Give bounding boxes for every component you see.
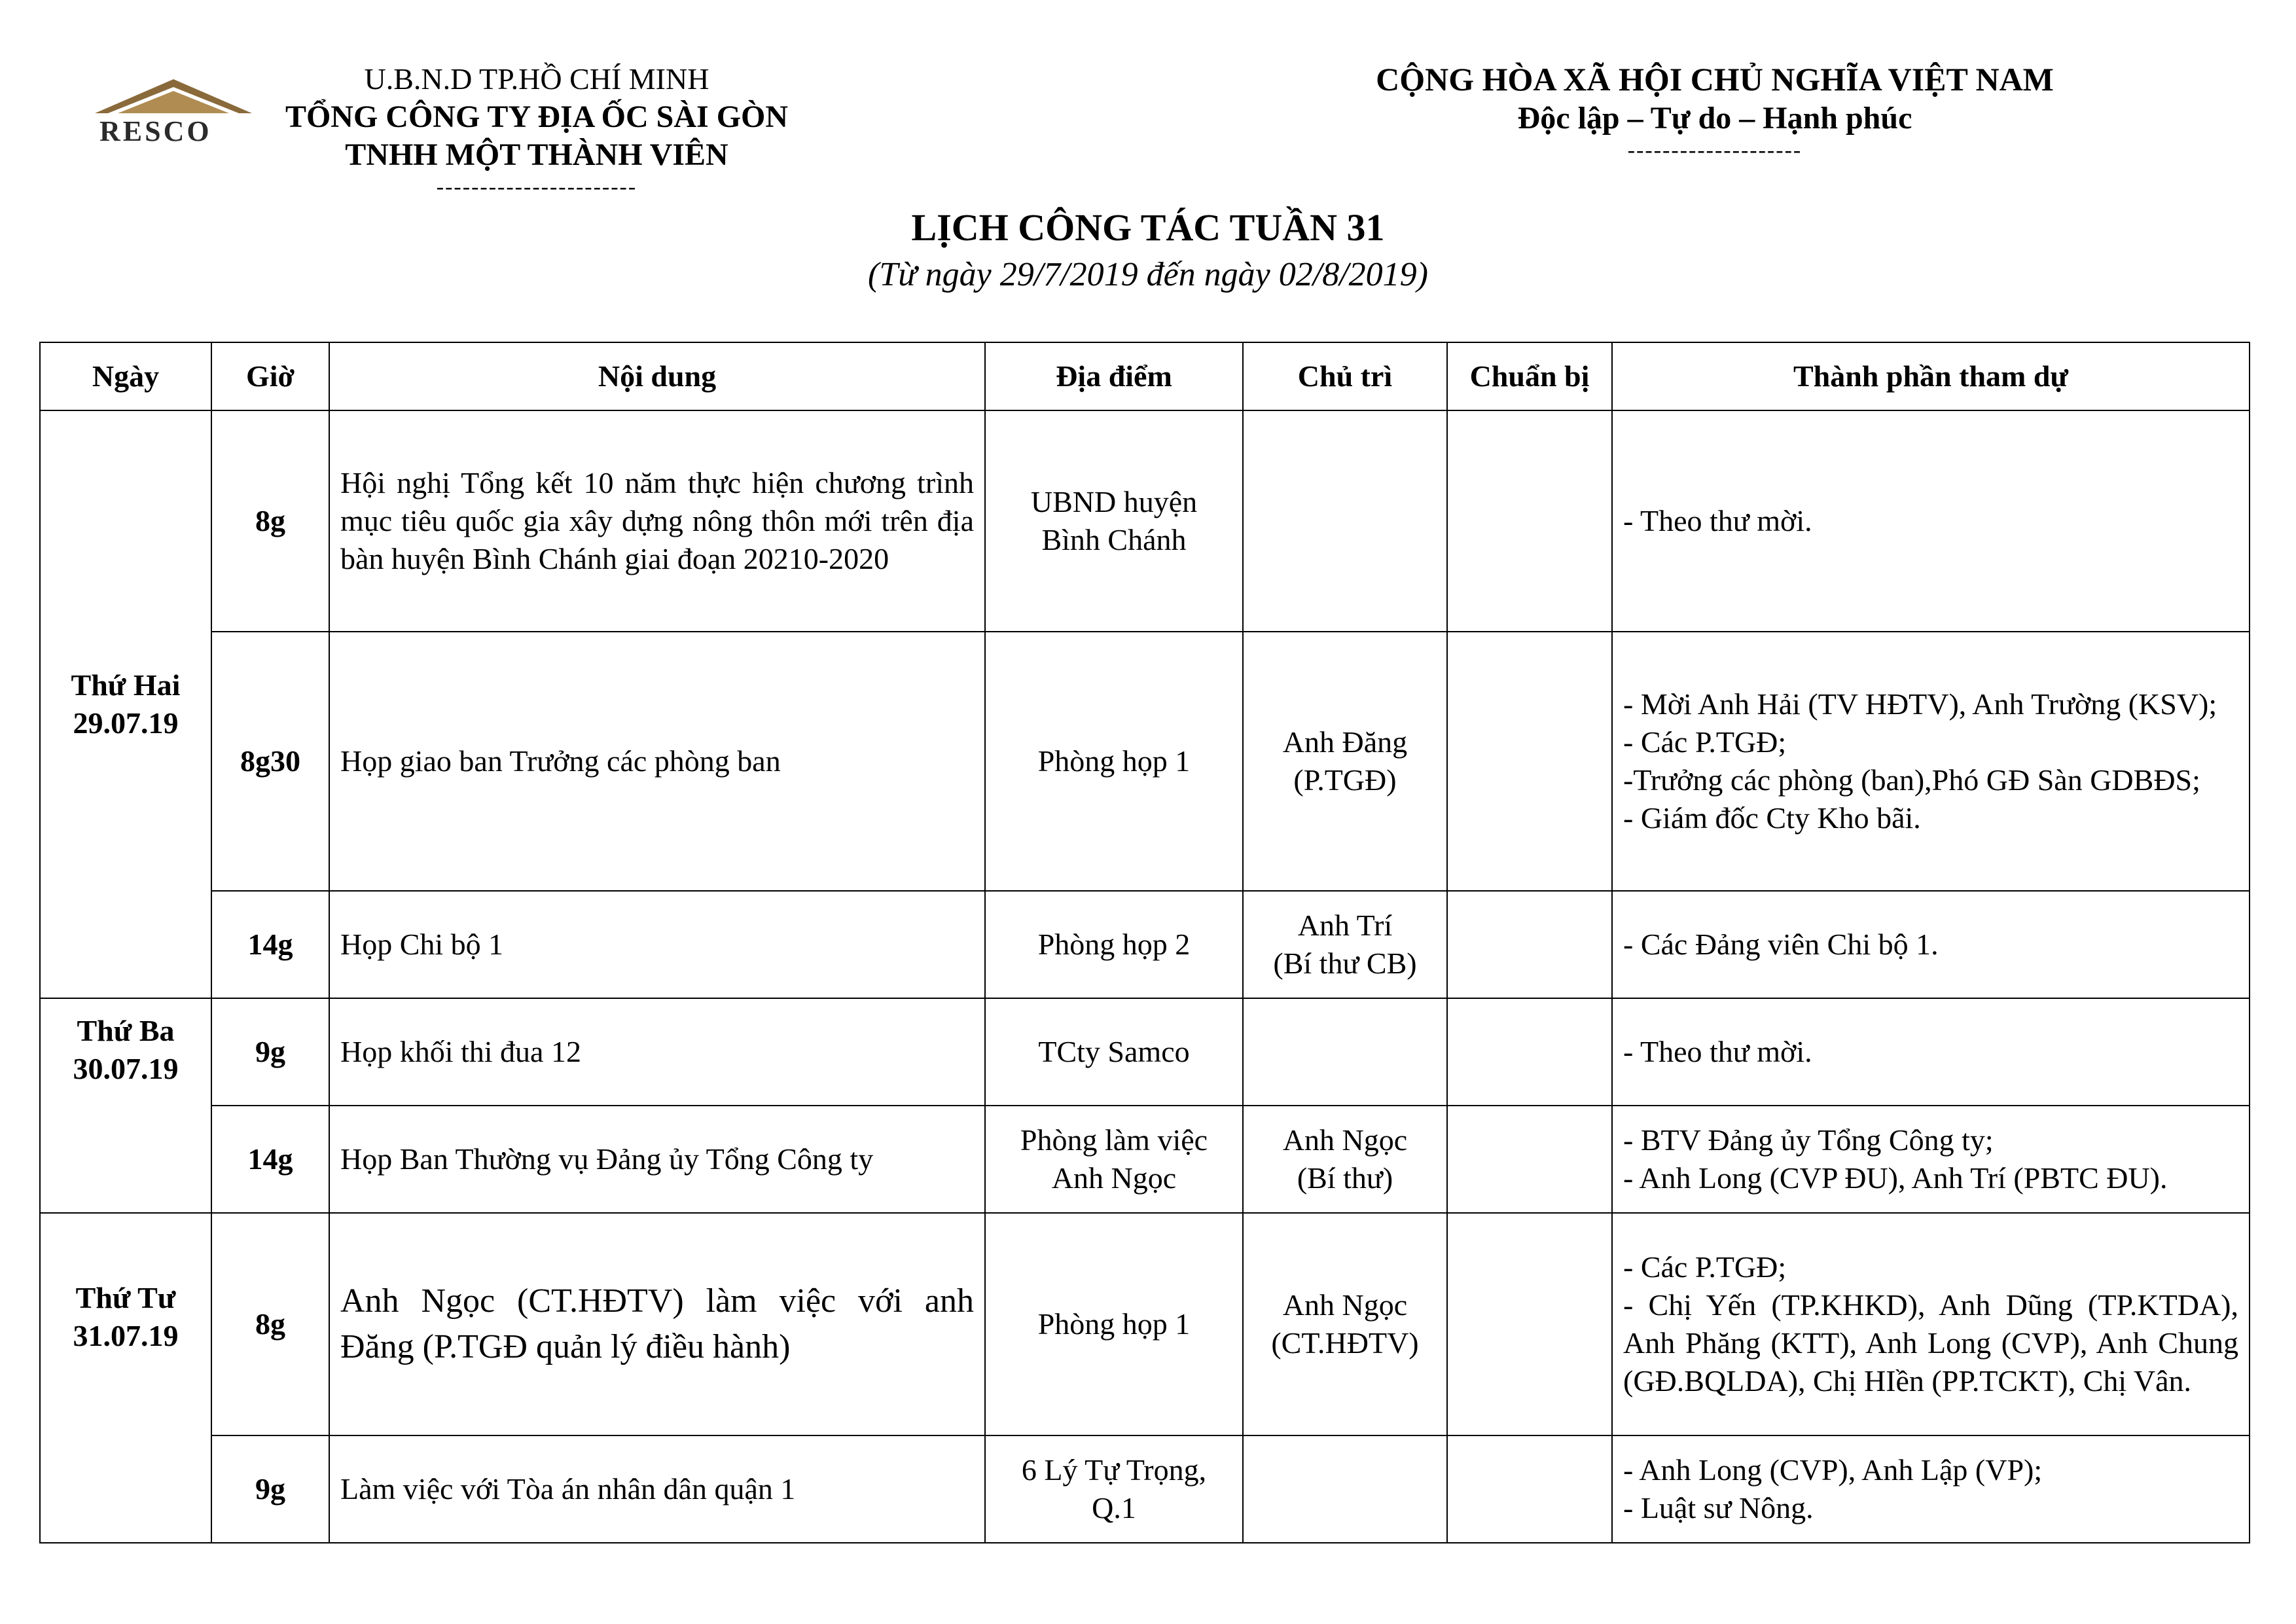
- nation-divider: --------------------: [1627, 138, 1803, 162]
- location-line: Bình Chánh: [1041, 523, 1187, 556]
- content-cell: Họp Ban Thường vụ Đảng ủy Tổng Công ty: [329, 1106, 985, 1213]
- table-row: [40, 632, 2250, 891]
- attendees-cell: [1612, 998, 2250, 1106]
- attendee-line: - BTV Đảng ủy Tổng Công ty;: [1623, 1123, 1994, 1157]
- page-subtitle: (Từ ngày 29/7/2019 đến ngày 02/8/2019): [868, 256, 1428, 293]
- host-line: Anh Ngọc: [1282, 1123, 1408, 1157]
- table-row: [40, 1213, 2250, 1435]
- company-logo: [92, 75, 262, 147]
- schedule-table: [39, 342, 2250, 1543]
- time-cell: 8g30: [211, 632, 329, 891]
- attendee-line: - Anh Long (CVP), Anh Lập (VP);: [1623, 1453, 2043, 1487]
- content-cell: Anh Ngọc (CT.HĐTV) làm việc với anh Đăng (P.TGĐ quản lý điều hành): [329, 1213, 985, 1435]
- location-cell: [985, 998, 1243, 1106]
- day-cell-tuesday: [40, 998, 211, 1213]
- time-cell: 9g: [211, 998, 329, 1106]
- host-cell: [1243, 998, 1447, 1106]
- org-line-1: U.B.N.D TP.HỒ CHÍ MINH: [364, 62, 709, 96]
- host-line: Anh Đăng: [1282, 725, 1408, 759]
- location-line: TCty Samco: [1038, 1035, 1190, 1068]
- day-name: Thứ Ba: [77, 1014, 175, 1047]
- logo-text: RESCO: [99, 115, 212, 147]
- table-header-row: [40, 342, 2250, 410]
- prep-cell: [1447, 632, 1612, 891]
- host-line: (P.TGĐ): [1293, 763, 1397, 797]
- content-cell: Họp giao ban Trưởng các phòng ban: [329, 632, 985, 891]
- content-cell: Hội nghị Tổng kết 10 năm thực hiện chương trình mục tiêu quốc gia xây dựng nông thôn mới trên địa bàn huyện Bình Chánh giai đoạn 20210-2020: [329, 410, 985, 632]
- host-line: (Bí thư CB): [1273, 947, 1417, 980]
- attendee-line: - Theo thư mời.: [1623, 1035, 1812, 1068]
- table-row: [40, 1106, 2250, 1213]
- host-cell: [1243, 1435, 1447, 1543]
- host-cell: [1243, 410, 1447, 632]
- table-row: [40, 998, 2250, 1106]
- national-header: [1309, 59, 2121, 164]
- time-cell: 14g: [211, 1106, 329, 1213]
- nation-line-1: CỘNG HÒA XÃ HỘI CHỦ NGHĨA VIỆT NAM: [1376, 61, 2054, 98]
- time-cell: 9g: [211, 1435, 329, 1543]
- org-divider: -----------------------: [436, 175, 637, 199]
- day-date: 30.07.19: [73, 1052, 179, 1085]
- attendee-line: -Trưởng các phòng (ban),Phó GĐ Sàn GDBĐS;: [1623, 763, 2200, 797]
- location-cell: [985, 410, 1243, 632]
- attendees-cell: [1612, 1435, 2250, 1543]
- attendees-cell: [1612, 632, 2250, 891]
- time-cell: 14g: [211, 891, 329, 998]
- location-line: Phòng họp 1: [1037, 1307, 1191, 1341]
- location-line: Phòng họp 1: [1037, 744, 1191, 778]
- table-row: [40, 1435, 2250, 1543]
- content-cell: Họp khối thi đua 12: [329, 998, 985, 1106]
- table-row: [40, 410, 2250, 632]
- attendees-cell: [1612, 1213, 2250, 1435]
- prep-cell: [1447, 1106, 1612, 1213]
- prep-cell: [1447, 1213, 1612, 1435]
- day-name: Thứ Tư: [75, 1281, 176, 1314]
- location-line: Anh Ngọc: [1051, 1161, 1177, 1195]
- location-line: Phòng họp 2: [1037, 928, 1191, 961]
- time-cell: 8g: [211, 410, 329, 632]
- content-cell: Làm việc với Tòa án nhân dân quận 1: [329, 1435, 985, 1543]
- host-line: Anh Trí: [1297, 909, 1393, 942]
- location-cell: [985, 632, 1243, 891]
- host-cell: [1243, 632, 1447, 891]
- host-line: (Bí thư): [1297, 1161, 1393, 1195]
- day-date: 29.07.19: [73, 706, 179, 740]
- attendee-line: - Giám đốc Cty Kho bãi.: [1623, 801, 1921, 835]
- host-cell: [1243, 1106, 1447, 1213]
- location-cell: [985, 1106, 1243, 1213]
- prep-cell: [1447, 410, 1612, 632]
- attendee-line: - Mời Anh Hải (TV HĐTV), Anh Trường (KSV);: [1623, 687, 2217, 721]
- attendee-line: - Các Đảng viên Chi bộ 1.: [1623, 928, 1939, 961]
- host-line: (CT.HĐTV): [1271, 1326, 1419, 1360]
- page-title: LỊCH CÔNG TÁC TUẦN 31: [911, 206, 1385, 249]
- attendee-line: - Luật sư Nông.: [1623, 1491, 1814, 1525]
- day-name: Thứ Hai: [71, 668, 181, 702]
- column-header-day: Ngày: [40, 342, 211, 410]
- location-cell: [985, 1435, 1243, 1543]
- org-line-2: TỔNG CÔNG TY ĐỊA ỐC SÀI GÒN: [285, 99, 789, 134]
- host-cell: [1243, 891, 1447, 998]
- nation-line-2: Độc lập – Tự do – Hạnh phúc: [1517, 101, 1912, 135]
- day-cell-wednesday: [40, 1213, 211, 1543]
- attendee-line: - Các P.TGĐ;: [1623, 1250, 1787, 1284]
- attendee-line: - Anh Long (CVP ĐU), Anh Trí (PBTC ĐU).: [1623, 1161, 2168, 1195]
- host-cell: [1243, 1213, 1447, 1435]
- host-line: Anh Ngọc: [1282, 1288, 1408, 1322]
- attendees-cell: [1612, 1106, 2250, 1213]
- location-line: Q.1: [1092, 1491, 1136, 1525]
- column-header-preparation: Chuẩn bị: [1447, 342, 1612, 410]
- table-row: [40, 891, 2250, 998]
- day-cell-monday: [40, 410, 211, 998]
- prep-cell: [1447, 891, 1612, 998]
- location-line: 6 Lý Tự Trọng,: [1021, 1453, 1207, 1487]
- attendees-cell: [1612, 410, 2250, 632]
- content-cell: Họp Chi bộ 1: [329, 891, 985, 998]
- organization-header: [262, 60, 812, 200]
- location-cell: [985, 891, 1243, 998]
- location-line: UBND huyện: [1030, 485, 1198, 518]
- attendee-line: - Theo thư mời.: [1623, 504, 1812, 537]
- location-cell: [985, 1213, 1243, 1435]
- prep-cell: [1447, 1435, 1612, 1543]
- column-header-host: Chủ trì: [1243, 342, 1447, 410]
- location-line: Phòng làm việc: [1020, 1123, 1208, 1157]
- column-header-attendees: Thành phần tham dự: [1612, 342, 2250, 410]
- attendee-line: - Các P.TGĐ;: [1623, 725, 1787, 759]
- attendee-line: - Chị Yến (TP.KHKD), Anh Dũng (TP.KTDA), Anh Phăng (KTT), Anh Long (CVP), Anh Chung (GĐ.BQLDA), Chị HIền (PP.TCKT), Chị Vân.: [1623, 1288, 2238, 1398]
- day-date: 31.07.19: [73, 1319, 179, 1352]
- column-header-location: Địa điểm: [985, 342, 1243, 410]
- time-cell: 8g: [211, 1213, 329, 1435]
- column-header-content: Nội dung: [329, 342, 985, 410]
- org-line-3: TNHH MỘT THÀNH VIÊN: [345, 137, 728, 172]
- prep-cell: [1447, 998, 1612, 1106]
- attendees-cell: [1612, 891, 2250, 998]
- column-header-time: Giờ: [211, 342, 329, 410]
